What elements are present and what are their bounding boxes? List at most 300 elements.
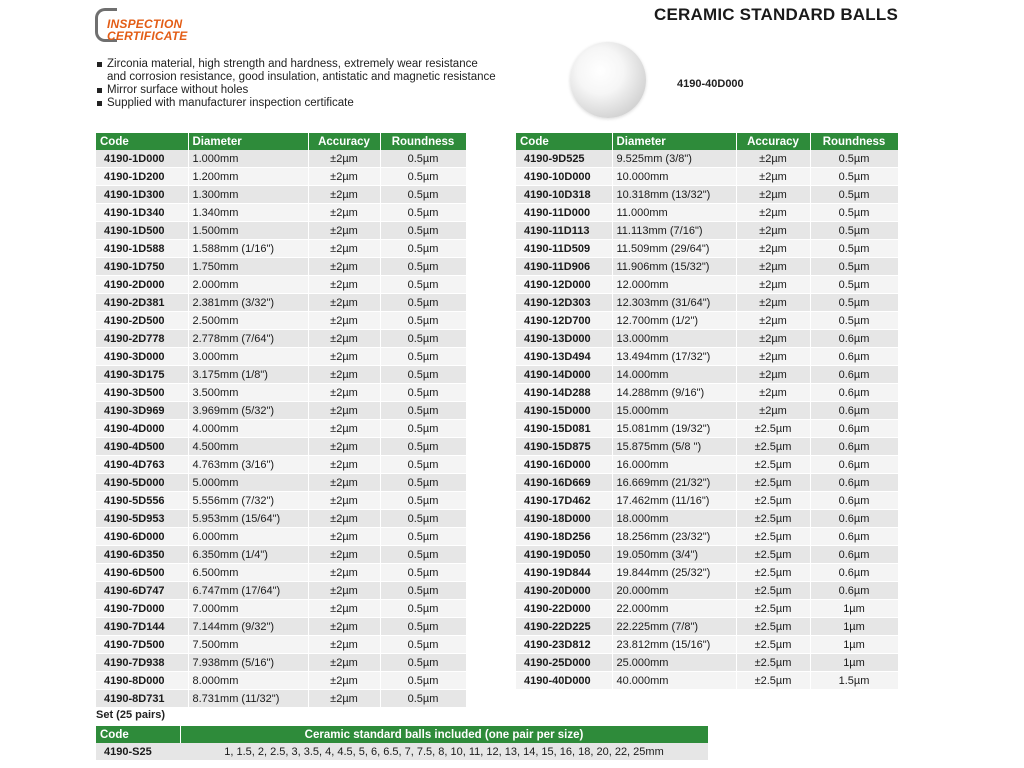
roundness-cell: 0.6µm <box>810 510 898 528</box>
diameter-cell: 8.000mm <box>188 672 308 690</box>
code-cell: 4190-5D953 <box>96 510 188 528</box>
roundness-cell: 0.6µm <box>810 366 898 384</box>
roundness-cell: 0.5µm <box>380 582 466 600</box>
code-cell: 4190-16D000 <box>516 456 612 474</box>
diameter-cell: 7.000mm <box>188 600 308 618</box>
roundness-cell: 0.6µm <box>810 330 898 348</box>
diameter-cell: 19.050mm (3/4") <box>612 546 736 564</box>
accuracy-cell: ±2µm <box>308 348 380 366</box>
table-row <box>516 366 898 384</box>
diameter-cell: 22.225mm (7/8") <box>612 618 736 636</box>
diameter-cell: 22.000mm <box>612 600 736 618</box>
accuracy-cell: ±2µm <box>308 456 380 474</box>
code-cell: 4190-15D081 <box>516 420 612 438</box>
accuracy-cell: ±2.5µm <box>736 528 810 546</box>
accuracy-cell: ±2.5µm <box>736 654 810 672</box>
roundness-cell: 0.5µm <box>380 186 466 204</box>
set-caption: Set (25 pairs) <box>96 709 166 721</box>
code-cell: 4190-19D050 <box>516 546 612 564</box>
accuracy-cell: ±2.5µm <box>736 438 810 456</box>
diameter-cell: 15.081mm (19/32") <box>612 420 736 438</box>
code-cell: 4190-8D731 <box>96 690 188 708</box>
accuracy-cell: ±2µm <box>308 474 380 492</box>
accuracy-cell: ±2µm <box>308 546 380 564</box>
accuracy-cell: ±2µm <box>736 168 810 186</box>
accuracy-cell: ±2µm <box>308 690 380 708</box>
diameter-cell: 6.350mm (1/4") <box>188 546 308 564</box>
code-cell: 4190-6D350 <box>96 546 188 564</box>
table-row <box>96 186 466 204</box>
code-cell: 4190-11D113 <box>516 222 612 240</box>
diameter-cell: 2.381mm (3/32") <box>188 294 308 312</box>
table-row <box>96 222 466 240</box>
accuracy-cell: ±2µm <box>308 564 380 582</box>
table-row <box>516 204 898 222</box>
set-included-cell: 1, 1.5, 2, 2.5, 3, 3.5, 4, 4.5, 5, 6, 6.5, 7, 7.5, 8, 10, 11, 12, 13, 14, 15, 16, 18, 20, 22, 25mm <box>180 743 708 760</box>
roundness-cell: 1.5µm <box>810 672 898 690</box>
diameter-cell: 1.340mm <box>188 204 308 222</box>
roundness-cell: 0.5µm <box>380 276 466 294</box>
roundness-cell: 0.6µm <box>810 492 898 510</box>
code-cell: 4190-1D300 <box>96 186 188 204</box>
code-cell: 4190-15D875 <box>516 438 612 456</box>
code-cell: 4190-1D500 <box>96 222 188 240</box>
diameter-cell: 4.500mm <box>188 438 308 456</box>
accuracy-cell: ±2µm <box>308 582 380 600</box>
code-cell: 4190-17D462 <box>516 492 612 510</box>
diameter-cell: 1.500mm <box>188 222 308 240</box>
diameter-cell: 10.318mm (13/32") <box>612 186 736 204</box>
diameter-cell: 10.000mm <box>612 168 736 186</box>
table-row <box>96 510 466 528</box>
diameter-cell: 3.500mm <box>188 384 308 402</box>
accuracy-cell: ±2µm <box>308 204 380 222</box>
set-header-row <box>96 726 708 743</box>
roundness-cell: 0.5µm <box>380 204 466 222</box>
table-row <box>516 654 898 672</box>
set-row <box>96 743 708 760</box>
diameter-cell: 12.000mm <box>612 276 736 294</box>
diameter-cell: 8.731mm (11/32") <box>188 690 308 708</box>
code-cell: 4190-3D000 <box>96 348 188 366</box>
table-row <box>516 420 898 438</box>
table-row <box>96 654 466 672</box>
spec-table-right-body <box>516 150 898 690</box>
code-cell: 4190-1D200 <box>96 168 188 186</box>
code-cell: 4190-12D700 <box>516 312 612 330</box>
code-cell: 4190-14D288 <box>516 384 612 402</box>
code-cell: 4190-11D000 <box>516 204 612 222</box>
column-header-diameter: Diameter <box>188 133 308 150</box>
code-cell: 4190-2D500 <box>96 312 188 330</box>
table-row <box>516 564 898 582</box>
feature-list <box>95 58 496 110</box>
diameter-cell: 25.000mm <box>612 654 736 672</box>
code-cell: 4190-18D000 <box>516 510 612 528</box>
roundness-cell: 0.5µm <box>380 330 466 348</box>
logo-text-line1: INSPECTION <box>107 17 183 31</box>
diameter-cell: 4.000mm <box>188 420 308 438</box>
code-cell: 4190-2D778 <box>96 330 188 348</box>
diameter-cell: 1.000mm <box>188 150 308 168</box>
roundness-cell: 0.5µm <box>380 168 466 186</box>
accuracy-cell: ±2.5µm <box>736 420 810 438</box>
table-row <box>96 312 466 330</box>
diameter-cell: 13.494mm (17/32") <box>612 348 736 366</box>
table-row <box>96 240 466 258</box>
code-cell: 4190-1D000 <box>96 150 188 168</box>
accuracy-cell: ±2µm <box>308 186 380 204</box>
accuracy-cell: ±2µm <box>308 654 380 672</box>
roundness-cell: 0.5µm <box>810 222 898 240</box>
code-cell: 4190-10D000 <box>516 168 612 186</box>
roundness-cell: 0.6µm <box>810 456 898 474</box>
roundness-cell: 0.6µm <box>810 546 898 564</box>
diameter-cell: 6.747mm (17/64") <box>188 582 308 600</box>
code-cell: 4190-7D144 <box>96 618 188 636</box>
table-row <box>96 366 466 384</box>
table-row <box>96 636 466 654</box>
accuracy-cell: ±2µm <box>308 672 380 690</box>
accuracy-cell: ±2.5µm <box>736 582 810 600</box>
accuracy-cell: ±2µm <box>308 420 380 438</box>
accuracy-cell: ±2µm <box>736 384 810 402</box>
accuracy-cell: ±2µm <box>308 384 380 402</box>
table-row <box>96 294 466 312</box>
accuracy-cell: ±2µm <box>736 258 810 276</box>
diameter-cell: 23.812mm (15/16") <box>612 636 736 654</box>
table-row <box>96 564 466 582</box>
table-row <box>96 384 466 402</box>
roundness-cell: 0.5µm <box>380 222 466 240</box>
diameter-cell: 7.500mm <box>188 636 308 654</box>
accuracy-cell: ±2µm <box>308 240 380 258</box>
ball-image-label: 4190-40D000 <box>677 78 744 90</box>
accuracy-cell: ±2µm <box>308 222 380 240</box>
code-cell: 4190-22D225 <box>516 618 612 636</box>
accuracy-cell: ±2µm <box>308 510 380 528</box>
code-cell: 4190-3D175 <box>96 366 188 384</box>
code-cell: 4190-13D000 <box>516 330 612 348</box>
code-cell: 4190-8D000 <box>96 672 188 690</box>
table-row <box>516 438 898 456</box>
set-column-header-code: Code <box>96 726 180 743</box>
roundness-cell: 1µm <box>810 654 898 672</box>
roundness-cell: 0.5µm <box>810 168 898 186</box>
diameter-cell: 14.000mm <box>612 366 736 384</box>
diameter-cell: 3.000mm <box>188 348 308 366</box>
table-row <box>96 672 466 690</box>
roundness-cell: 1µm <box>810 618 898 636</box>
table-row <box>96 528 466 546</box>
diameter-cell: 6.500mm <box>188 564 308 582</box>
table-row <box>516 600 898 618</box>
accuracy-cell: ±2µm <box>736 348 810 366</box>
table-row <box>516 312 898 330</box>
code-cell: 4190-4D000 <box>96 420 188 438</box>
table-row <box>96 402 466 420</box>
code-cell: 4190-4D763 <box>96 456 188 474</box>
diameter-cell: 1.750mm <box>188 258 308 276</box>
roundness-cell: 0.6µm <box>810 474 898 492</box>
roundness-cell: 0.5µm <box>810 312 898 330</box>
accuracy-cell: ±2µm <box>736 240 810 258</box>
column-header-accuracy: Accuracy <box>736 133 810 150</box>
table-row <box>516 492 898 510</box>
accuracy-cell: ±2µm <box>308 492 380 510</box>
accuracy-cell: ±2µm <box>308 294 380 312</box>
accuracy-cell: ±2µm <box>736 186 810 204</box>
code-cell: 4190-2D000 <box>96 276 188 294</box>
roundness-cell: 0.5µm <box>380 420 466 438</box>
column-header-code: Code <box>516 133 612 150</box>
code-cell: 4190-7D500 <box>96 636 188 654</box>
code-cell: 4190-11D906 <box>516 258 612 276</box>
table-row <box>516 528 898 546</box>
diameter-cell: 20.000mm <box>612 582 736 600</box>
table-row <box>96 690 466 708</box>
code-cell: 4190-12D303 <box>516 294 612 312</box>
table-row <box>516 456 898 474</box>
set-table <box>96 726 709 760</box>
diameter-cell: 3.969mm (5/32") <box>188 402 308 420</box>
accuracy-cell: ±2µm <box>308 528 380 546</box>
roundness-cell: 0.5µm <box>380 654 466 672</box>
roundness-cell: 0.5µm <box>810 258 898 276</box>
accuracy-cell: ±2.5µm <box>736 546 810 564</box>
code-cell: 4190-1D750 <box>96 258 188 276</box>
code-cell: 4190-19D844 <box>516 564 612 582</box>
roundness-cell: 0.5µm <box>380 150 466 168</box>
roundness-cell: 0.5µm <box>810 294 898 312</box>
roundness-cell: 0.6µm <box>810 528 898 546</box>
table-row <box>516 636 898 654</box>
feature-item: Zirconia material, high strength and hardness, extremely wear resistance <box>95 58 496 71</box>
roundness-cell: 0.5µm <box>380 564 466 582</box>
code-cell: 4190-12D000 <box>516 276 612 294</box>
table-row <box>96 150 466 168</box>
feature-item: Supplied with manufacturer inspection certificate <box>95 97 496 110</box>
accuracy-cell: ±2µm <box>308 366 380 384</box>
accuracy-cell: ±2µm <box>736 402 810 420</box>
roundness-cell: 0.5µm <box>380 618 466 636</box>
diameter-cell: 5.556mm (7/32") <box>188 492 308 510</box>
table-row <box>96 204 466 222</box>
code-cell: 4190-4D500 <box>96 438 188 456</box>
accuracy-cell: ±2µm <box>308 330 380 348</box>
column-header-accuracy: Accuracy <box>308 133 380 150</box>
diameter-cell: 11.906mm (15/32") <box>612 258 736 276</box>
table-row <box>96 582 466 600</box>
table-row <box>96 456 466 474</box>
accuracy-cell: ±2µm <box>736 312 810 330</box>
diameter-cell: 3.175mm (1/8") <box>188 366 308 384</box>
diameter-cell: 2.778mm (7/64") <box>188 330 308 348</box>
table-row <box>96 420 466 438</box>
code-cell: 4190-23D812 <box>516 636 612 654</box>
roundness-cell: 0.5µm <box>380 348 466 366</box>
code-cell: 4190-1D588 <box>96 240 188 258</box>
roundness-cell: 0.5µm <box>810 150 898 168</box>
table-row <box>96 276 466 294</box>
roundness-cell: 1µm <box>810 600 898 618</box>
code-cell: 4190-3D500 <box>96 384 188 402</box>
code-cell: 4190-18D256 <box>516 528 612 546</box>
diameter-cell: 1.200mm <box>188 168 308 186</box>
diameter-cell: 15.875mm (5/8 ") <box>612 438 736 456</box>
roundness-cell: 1µm <box>810 636 898 654</box>
table-row <box>516 402 898 420</box>
accuracy-cell: ±2µm <box>736 330 810 348</box>
roundness-cell: 0.5µm <box>380 366 466 384</box>
accuracy-cell: ±2.5µm <box>736 474 810 492</box>
diameter-cell: 12.303mm (31/64") <box>612 294 736 312</box>
accuracy-cell: ±2µm <box>736 366 810 384</box>
accuracy-cell: ±2µm <box>308 312 380 330</box>
accuracy-cell: ±2.5µm <box>736 672 810 690</box>
table-row <box>516 240 898 258</box>
table-row <box>516 474 898 492</box>
diameter-cell: 1.300mm <box>188 186 308 204</box>
code-cell: 4190-1D340 <box>96 204 188 222</box>
code-cell: 4190-25D000 <box>516 654 612 672</box>
table-row <box>516 168 898 186</box>
accuracy-cell: ±2µm <box>308 618 380 636</box>
ceramic-ball-image <box>570 42 646 118</box>
diameter-cell: 16.000mm <box>612 456 736 474</box>
roundness-cell: 0.6µm <box>810 420 898 438</box>
table-row <box>516 294 898 312</box>
table-row <box>516 384 898 402</box>
accuracy-cell: ±2.5µm <box>736 636 810 654</box>
table-row <box>96 168 466 186</box>
code-cell: 4190-2D381 <box>96 294 188 312</box>
table-header-row <box>516 133 898 150</box>
spec-table-left-body <box>96 150 466 708</box>
diameter-cell: 1.588mm (1/16") <box>188 240 308 258</box>
code-cell: 4190-6D747 <box>96 582 188 600</box>
diameter-cell: 18.000mm <box>612 510 736 528</box>
code-cell: 4190-7D938 <box>96 654 188 672</box>
diameter-cell: 11.509mm (29/64") <box>612 240 736 258</box>
diameter-cell: 5.000mm <box>188 474 308 492</box>
diameter-cell: 19.844mm (25/32") <box>612 564 736 582</box>
feature-item-continued: and corrosion resistance, good insulation, antistatic and magnetic resistance <box>107 71 496 83</box>
accuracy-cell: ±2µm <box>308 636 380 654</box>
roundness-cell: 0.5µm <box>380 528 466 546</box>
diameter-cell: 4.763mm (3/16") <box>188 456 308 474</box>
diameter-cell: 11.000mm <box>612 204 736 222</box>
roundness-cell: 0.5µm <box>810 276 898 294</box>
spec-table-left <box>96 133 467 708</box>
table-row <box>516 510 898 528</box>
code-cell: 4190-13D494 <box>516 348 612 366</box>
set-code-cell: 4190-S25 <box>96 743 180 760</box>
accuracy-cell: ±2.5µm <box>736 492 810 510</box>
accuracy-cell: ±2µm <box>736 222 810 240</box>
table-row <box>96 492 466 510</box>
diameter-cell: 13.000mm <box>612 330 736 348</box>
table-row <box>96 438 466 456</box>
code-cell: 4190-7D000 <box>96 600 188 618</box>
table-row <box>516 150 898 168</box>
table-row <box>96 600 466 618</box>
accuracy-cell: ±2µm <box>736 204 810 222</box>
set-column-header-included: Ceramic standard balls included (one pair per size) <box>180 726 708 743</box>
code-cell: 4190-5D556 <box>96 492 188 510</box>
accuracy-cell: ±2µm <box>308 168 380 186</box>
roundness-cell: 0.6µm <box>810 438 898 456</box>
roundness-cell: 0.6µm <box>810 402 898 420</box>
code-cell: 4190-10D318 <box>516 186 612 204</box>
accuracy-cell: ±2µm <box>308 276 380 294</box>
diameter-cell: 7.938mm (5/16") <box>188 654 308 672</box>
roundness-cell: 0.5µm <box>810 204 898 222</box>
spec-table-right <box>516 133 899 690</box>
accuracy-cell: ±2µm <box>308 258 380 276</box>
table-row <box>96 258 466 276</box>
roundness-cell: 0.5µm <box>380 438 466 456</box>
code-cell: 4190-9D525 <box>516 150 612 168</box>
table-row <box>96 330 466 348</box>
roundness-cell: 0.6µm <box>810 348 898 366</box>
table-row <box>516 618 898 636</box>
diameter-cell: 18.256mm (23/32") <box>612 528 736 546</box>
roundness-cell: 0.5µm <box>380 474 466 492</box>
accuracy-cell: ±2µm <box>736 150 810 168</box>
diameter-cell: 17.462mm (11/16") <box>612 492 736 510</box>
roundness-cell: 0.6µm <box>810 564 898 582</box>
roundness-cell: 0.5µm <box>380 240 466 258</box>
table-row <box>96 618 466 636</box>
table-row <box>516 186 898 204</box>
accuracy-cell: ±2µm <box>736 276 810 294</box>
column-header-code: Code <box>96 133 188 150</box>
diameter-cell: 2.500mm <box>188 312 308 330</box>
code-cell: 4190-6D500 <box>96 564 188 582</box>
column-header-roundness: Roundness <box>810 133 898 150</box>
accuracy-cell: ±2.5µm <box>736 510 810 528</box>
roundness-cell: 0.6µm <box>810 384 898 402</box>
table-row <box>516 582 898 600</box>
roundness-cell: 0.5µm <box>810 240 898 258</box>
page-title: CERAMIC STANDARD BALLS <box>654 5 898 24</box>
table-row <box>516 546 898 564</box>
roundness-cell: 0.5µm <box>380 546 466 564</box>
feature-item: Mirror surface without holes <box>95 84 496 97</box>
roundness-cell: 0.5µm <box>380 384 466 402</box>
column-header-roundness: Roundness <box>380 133 466 150</box>
table-row <box>96 348 466 366</box>
inspection-certificate-logo <box>95 8 207 44</box>
table-row <box>516 330 898 348</box>
code-cell: 4190-15D000 <box>516 402 612 420</box>
accuracy-cell: ±2.5µm <box>736 564 810 582</box>
roundness-cell: 0.5µm <box>380 690 466 708</box>
accuracy-cell: ±2µm <box>308 438 380 456</box>
code-cell: 4190-20D000 <box>516 582 612 600</box>
roundness-cell: 0.5µm <box>380 492 466 510</box>
code-cell: 4190-14D000 <box>516 366 612 384</box>
diameter-cell: 7.144mm (9/32") <box>188 618 308 636</box>
code-cell: 4190-3D969 <box>96 402 188 420</box>
accuracy-cell: ±2µm <box>736 294 810 312</box>
code-cell: 4190-5D000 <box>96 474 188 492</box>
roundness-cell: 0.5µm <box>380 636 466 654</box>
diameter-cell: 16.669mm (21/32") <box>612 474 736 492</box>
diameter-cell: 11.113mm (7/16") <box>612 222 736 240</box>
diameter-cell: 9.525mm (3/8") <box>612 150 736 168</box>
